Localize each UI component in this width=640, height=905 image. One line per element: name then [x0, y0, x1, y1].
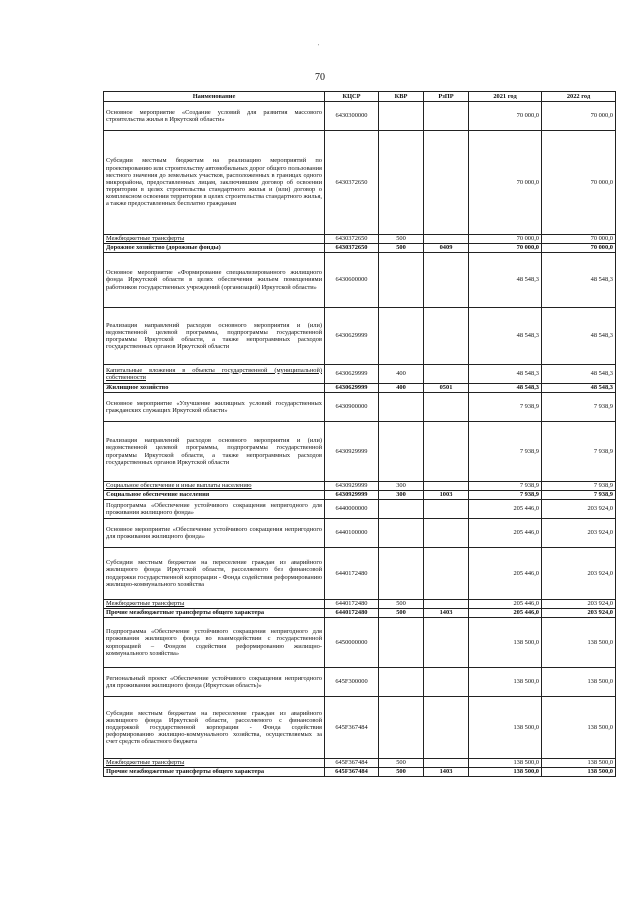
row-kcsr: 6440172480 — [325, 600, 379, 609]
row-rzpr — [424, 308, 469, 365]
row-name — [104, 548, 325, 600]
row-rzpr — [424, 600, 469, 609]
table-row — [104, 491, 616, 500]
row-amount-2022: 203 924,0 — [542, 600, 616, 609]
table-row — [104, 393, 616, 422]
table-row — [104, 548, 616, 600]
row-amount-2022: 70 000,0 — [542, 244, 616, 253]
row-rzpr — [424, 253, 469, 308]
row-name — [104, 235, 325, 244]
row-amount-2022: 203 924,0 — [542, 609, 616, 618]
table-row — [104, 235, 616, 244]
row-kvr: 500 — [379, 609, 424, 618]
row-rzpr: 1403 — [424, 768, 469, 777]
row-amount-2022: 70 000,0 — [542, 131, 616, 235]
row-name-text: Социальное обеспечение и иные выплаты населению — [106, 482, 252, 490]
row-kvr: 300 — [379, 491, 424, 500]
row-kcsr: 6440000000 — [325, 500, 379, 519]
row-name-text: Прочие межбюджетные трансферты общего характера — [106, 768, 265, 776]
row-name-text: Межбюджетные трансферты — [106, 759, 185, 767]
row-amount-2022: 7 938,9 — [542, 422, 616, 482]
row-kvr — [379, 618, 424, 668]
header-kvr: КВР — [379, 92, 424, 102]
row-rzpr: 1003 — [424, 491, 469, 500]
row-kvr — [379, 393, 424, 422]
header-rzpr: РзПР — [424, 92, 469, 102]
row-name-text: Основное мероприятие «Создание условий для развития массового строительства жилья в Иркутской области» — [106, 108, 322, 123]
row-kcsr: 6450000000 — [325, 618, 379, 668]
row-amount-2022: 138 500,0 — [542, 759, 616, 768]
row-rzpr — [424, 697, 469, 759]
row-amount-2021: 7 938,9 — [469, 482, 542, 491]
row-kvr — [379, 131, 424, 235]
header-kcsr: КЦСР — [325, 92, 379, 102]
table-row — [104, 102, 616, 131]
row-kvr: 500 — [379, 235, 424, 244]
row-name-text: Подпрограмма «Обеспечение устойчивого сокращения непригодного для проживания жилищного фонда» — [106, 501, 322, 516]
row-name-text: Основное мероприятие «Улучшение жилищных условий государственных гражданских служащих Иркутской области» — [106, 399, 322, 414]
row-name — [104, 102, 325, 131]
row-amount-2021: 70 000,0 — [469, 131, 542, 235]
row-name-text: Реализация направлений расходов основного мероприятия и (или) ведомственной целевой программы, подпрограммы государственной программы Иркутской области, а также непрограммных расходов государственных органов Иркутской области — [106, 321, 322, 351]
row-amount-2021: 138 500,0 — [469, 759, 542, 768]
table-row — [104, 131, 616, 235]
table-row — [104, 365, 616, 384]
row-name — [104, 384, 325, 393]
row-kcsr: 645F367484 — [325, 768, 379, 777]
row-name-text: Региональный проект «Обеспечение устойчивого сокращения непригодного для проживания жилищного фонда (Иркутская область)» — [106, 674, 322, 689]
row-kvr: 500 — [379, 244, 424, 253]
row-amount-2022: 7 938,9 — [542, 491, 616, 500]
row-amount-2021: 138 500,0 — [469, 668, 542, 697]
row-name-text: Субсидии местным бюджетам на переселение граждан из аварийного жилищного фонда Иркутской области, расселяемого без финансовой поддержки государственной корпорации - Фонда содействия реформированию жилищно-коммунального хозяйства — [106, 559, 322, 588]
row-amount-2022: 70 000,0 — [542, 102, 616, 131]
row-kcsr: 6440172480 — [325, 548, 379, 600]
row-kcsr: 6430372650 — [325, 244, 379, 253]
row-amount-2022: 7 938,9 — [542, 393, 616, 422]
row-name-text: Социальное обеспечение населения — [106, 491, 210, 499]
table-row — [104, 500, 616, 519]
row-amount-2021: 138 500,0 — [469, 618, 542, 668]
row-kcsr: 6430629999 — [325, 384, 379, 393]
row-amount-2021: 70 000,0 — [469, 235, 542, 244]
table-row — [104, 308, 616, 365]
row-amount-2022: 138 500,0 — [542, 697, 616, 759]
row-name — [104, 618, 325, 668]
row-amount-2021: 138 500,0 — [469, 768, 542, 777]
row-amount-2022: 203 924,0 — [542, 548, 616, 600]
row-rzpr — [424, 548, 469, 600]
row-amount-2021: 7 938,9 — [469, 491, 542, 500]
row-kcsr: 6430929999 — [325, 491, 379, 500]
row-rzpr — [424, 500, 469, 519]
row-name-text: Основное мероприятие «Обеспечение устойчивого сокращения непригодного для проживания жилищного фонда» — [106, 525, 322, 540]
row-rzpr — [424, 668, 469, 697]
row-kvr: 500 — [379, 600, 424, 609]
table-row — [104, 768, 616, 777]
row-name-text: Межбюджетные трансферты — [106, 235, 185, 243]
row-amount-2022: 138 500,0 — [542, 668, 616, 697]
row-amount-2021: 205 446,0 — [469, 609, 542, 618]
header-2022: 2022 год — [542, 92, 616, 102]
row-kcsr: 6430929999 — [325, 482, 379, 491]
row-rzpr — [424, 393, 469, 422]
table-row — [104, 618, 616, 668]
row-kvr — [379, 548, 424, 600]
row-name — [104, 668, 325, 697]
row-amount-2021: 138 500,0 — [469, 697, 542, 759]
row-kvr — [379, 422, 424, 482]
row-rzpr — [424, 102, 469, 131]
row-kcsr: 645F367484 — [325, 759, 379, 768]
row-name — [104, 131, 325, 235]
table-row — [104, 384, 616, 393]
row-kcsr: 6430300000 — [325, 102, 379, 131]
row-name — [104, 393, 325, 422]
row-kvr — [379, 253, 424, 308]
table-row — [104, 668, 616, 697]
row-kcsr: 6430929999 — [325, 422, 379, 482]
table-row — [104, 422, 616, 482]
row-kvr — [379, 500, 424, 519]
row-kcsr: 6430372650 — [325, 131, 379, 235]
row-amount-2022: 48 548,3 — [542, 365, 616, 384]
row-kcsr: 6430372650 — [325, 235, 379, 244]
row-rzpr — [424, 519, 469, 548]
table-row — [104, 697, 616, 759]
row-name — [104, 600, 325, 609]
row-kvr — [379, 308, 424, 365]
row-name — [104, 491, 325, 500]
row-name-text: Жилищное хозяйство — [106, 384, 169, 392]
row-rzpr: 0501 — [424, 384, 469, 393]
row-amount-2022: 203 924,0 — [542, 500, 616, 519]
row-kcsr: 6440172480 — [325, 609, 379, 618]
row-amount-2021: 70 000,0 — [469, 244, 542, 253]
row-name-text: Субсидии местным бюджетам на реализацию мероприятий по проектированию или строительству автомобильных дорог общего пользования местного значения до земельных участков, расположенных в границах одного микрорайона, предоставленных лицам, заключившим договор об освоении территории в целях строительства стандартного жилья и (или) договор о комплексном освоении территории в целях строительства стандартного жилья, а также предоставленных бесплатно гражданам — [106, 157, 322, 208]
row-amount-2021: 205 446,0 — [469, 500, 542, 519]
row-name — [104, 609, 325, 618]
row-amount-2021: 7 938,9 — [469, 393, 542, 422]
row-name — [104, 253, 325, 308]
row-kvr: 500 — [379, 759, 424, 768]
row-kvr — [379, 668, 424, 697]
row-rzpr — [424, 482, 469, 491]
row-kvr: 400 — [379, 384, 424, 393]
row-kcsr: 6430900000 — [325, 393, 379, 422]
row-amount-2022: 48 548,3 — [542, 308, 616, 365]
row-amount-2021: 48 548,3 — [469, 384, 542, 393]
row-name — [104, 759, 325, 768]
row-rzpr — [424, 365, 469, 384]
scan-mark: ' — [318, 44, 320, 50]
row-amount-2022: 48 548,3 — [542, 253, 616, 308]
row-amount-2021: 205 446,0 — [469, 600, 542, 609]
row-kvr: 300 — [379, 482, 424, 491]
row-name — [104, 768, 325, 777]
row-name — [104, 500, 325, 519]
row-kcsr: 645F300000 — [325, 668, 379, 697]
row-amount-2022: 203 924,0 — [542, 519, 616, 548]
row-name — [104, 482, 325, 491]
page-number: 70 — [315, 72, 325, 83]
table-body — [104, 102, 616, 777]
row-amount-2021: 48 548,3 — [469, 308, 542, 365]
row-name-text: Основное мероприятие «Формирование специализированного жилищного фонда Иркутской области в целях обеспечения жильем помещениями работников государственных учреждений (организаций) Иркутской области» — [106, 269, 322, 291]
row-amount-2021: 70 000,0 — [469, 102, 542, 131]
table-row — [104, 244, 616, 253]
row-rzpr — [424, 131, 469, 235]
row-kcsr: 6430629999 — [325, 308, 379, 365]
table-row — [104, 253, 616, 308]
row-name — [104, 422, 325, 482]
row-kvr — [379, 102, 424, 131]
row-rzpr: 1403 — [424, 609, 469, 618]
row-name — [104, 365, 325, 384]
row-amount-2022: 48 548,3 — [542, 384, 616, 393]
row-amount-2022: 138 500,0 — [542, 618, 616, 668]
row-name-text: Дорожное хозяйство (дорожные фонды) — [106, 244, 221, 252]
row-rzpr — [424, 422, 469, 482]
table-header-row — [104, 92, 616, 102]
row-amount-2022: 7 938,9 — [542, 482, 616, 491]
table-row — [104, 759, 616, 768]
row-name-text: Прочие межбюджетные трансферты общего характера — [106, 609, 265, 617]
header-name: Наименование — [104, 92, 325, 102]
row-amount-2022: 70 000,0 — [542, 235, 616, 244]
row-name-text: Капитальные вложения в объекты государственной (муниципальной) собственности — [106, 366, 322, 381]
row-rzpr: 0409 — [424, 244, 469, 253]
row-name-text: Реализация направлений расходов основного мероприятия и (или) ведомственной целевой программы, подпрограммы государственной программы Иркутской области, а также непрограммных расходов государственных органов Иркутской области — [106, 437, 322, 466]
row-amount-2021: 48 548,3 — [469, 365, 542, 384]
row-name — [104, 308, 325, 365]
table-row — [104, 482, 616, 491]
row-kvr — [379, 519, 424, 548]
row-name — [104, 519, 325, 548]
row-kvr: 400 — [379, 365, 424, 384]
row-kvr: 500 — [379, 768, 424, 777]
row-name — [104, 244, 325, 253]
row-amount-2021: 48 548,3 — [469, 253, 542, 308]
row-amount-2021: 205 446,0 — [469, 548, 542, 600]
row-kcsr: 645F367484 — [325, 697, 379, 759]
row-name-text: Межбюджетные трансферты — [106, 600, 185, 608]
table-row — [104, 600, 616, 609]
row-rzpr — [424, 618, 469, 668]
table-row — [104, 519, 616, 548]
row-name — [104, 697, 325, 759]
row-amount-2022: 138 500,0 — [542, 768, 616, 777]
budget-table — [103, 91, 616, 777]
row-kcsr: 6430629999 — [325, 365, 379, 384]
row-amount-2021: 205 446,0 — [469, 519, 542, 548]
row-name-text: Подпрограмма «Обеспечение устойчивого сокращения непригодного для проживания жилищного фонда во взаимодействии с государственной корпорацией – Фондом содействия реформированию жилищно-коммунального хозяйства» — [106, 628, 322, 657]
row-rzpr — [424, 759, 469, 768]
row-kcsr: 6440100000 — [325, 519, 379, 548]
row-amount-2021: 7 938,9 — [469, 422, 542, 482]
table-row — [104, 609, 616, 618]
row-rzpr — [424, 235, 469, 244]
row-name-text: Субсидии местным бюджетам на переселение граждан из аварийного жилищного фонда Иркутской области, расселяемого с финансовой поддержкой государственной корпорации - Фонда содействия реформированию жилищно-коммунального хозяйства, осуществляемых за счет средств областного бюджета — [106, 709, 322, 746]
header-2021: 2021 год — [469, 92, 542, 102]
row-kvr — [379, 697, 424, 759]
row-kcsr: 6430600000 — [325, 253, 379, 308]
